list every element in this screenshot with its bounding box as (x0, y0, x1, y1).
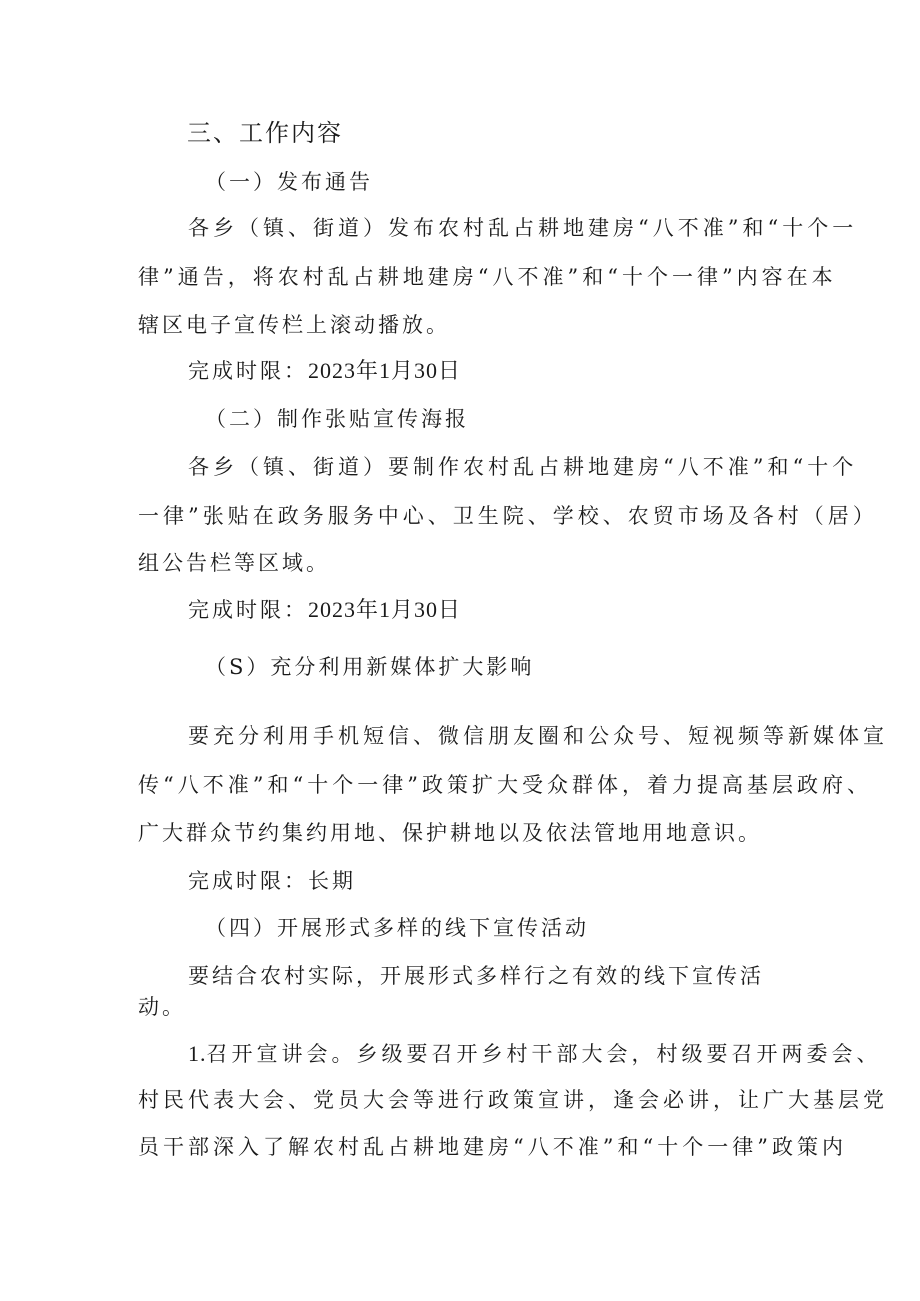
paragraph-line: 辖区电子宣传栏上滚动播放。 (138, 313, 450, 337)
paragraph-line: 动。 (138, 995, 186, 1019)
list-item-1-line (188, 1040, 882, 1068)
deadline-label: 完成时限： (188, 359, 308, 383)
section-heading: 三、工作内容 (187, 119, 343, 147)
deadline-label: 完成时限： (188, 869, 308, 893)
deadline-label: 完成时限： (188, 598, 308, 622)
paragraph-line: 各乡（镇、街道）要制作农村乱占耕地建房“八不准”和“十个 (188, 455, 858, 479)
paragraph-line: 员干部深入了解农村乱占耕地建房“八不准”和“十个一律”政策内 (138, 1135, 847, 1159)
list-item-text: 召开宣讲会。乡级要召开乡村干部大会，村级要召开两委会、 (206, 1042, 882, 1066)
deadline-line-1 (188, 357, 461, 385)
paragraph-line: 广大群众节约集约用地、保护耕地以及依法管地用地意识。 (138, 821, 762, 845)
paragraph-line: 村民代表大会、党员大会等进行政策宣讲，逢会必讲，让广大基层党 (138, 1088, 888, 1112)
paragraph-line: 传“八不准”和“十个一律”政策扩大受众群体，着力提高基层政府、 (138, 773, 872, 797)
paragraph-line: 律”通告，将农村乱占耕地建房“八不准”和“十个一律”内容在本 (138, 265, 837, 289)
paragraph-line: 各乡（镇、街道）发布农村乱占耕地建房“八不准”和“十个一 (188, 216, 858, 240)
deadline-line-2 (188, 596, 461, 624)
deadline-line-3 (188, 867, 356, 895)
list-item-number: 1. (188, 1041, 207, 1066)
subsection-title-2: （二）制作张贴宣传海报 (205, 407, 469, 431)
paragraph-line: 一律”张贴在政务服务中心、卫生院、学校、农贸市场及各村（居） (138, 504, 878, 528)
subsection-title-4: （四）开展形式多样的线下宣传活动 (205, 916, 589, 940)
subsection-title-3: （S）充分利用新媒体扩大影响 (205, 655, 535, 679)
deadline-value: 2023年1月30日 (308, 597, 462, 622)
paragraph-line: 组公告栏等区域。 (138, 551, 330, 575)
paragraph-line: 要充分利用手机短信、微信朋友圈和公众号、短视频等新媒体宣 (188, 724, 888, 748)
deadline-value: 长期 (308, 869, 356, 893)
paragraph-line: 要结合农村实际，开展形式多样行之有效的线下宣传活 (188, 964, 764, 988)
deadline-value: 2023年1月30日 (308, 358, 462, 383)
subsection-title-1: （一）发布通告 (205, 170, 373, 194)
